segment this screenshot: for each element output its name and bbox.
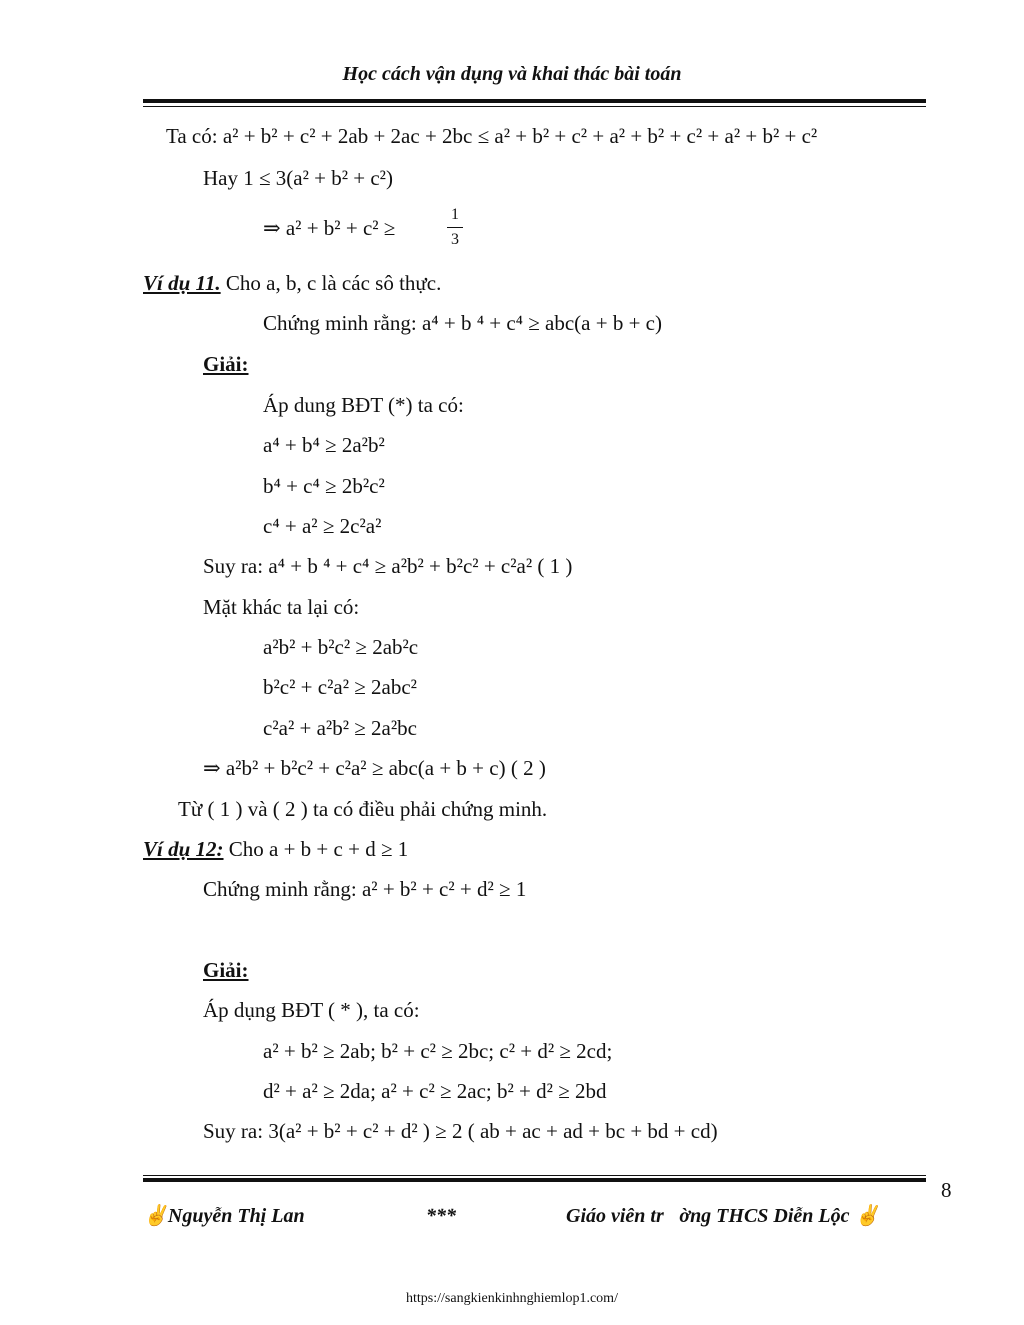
header-rule-thick xyxy=(143,99,926,103)
example-11-line xyxy=(143,273,441,294)
text-line: a² + b² ≥ 2ab; b² + c² ≥ 2bc; c² + d² ≥ 2cd; xyxy=(263,1039,613,1063)
text-line: Áp dung BĐT (*) ta có: xyxy=(263,393,464,417)
text-line: Hay 1 ≤ 3(a² + b² + c²) xyxy=(203,166,393,190)
text-line: b²c² + c²a² ≥ 2abc² xyxy=(263,675,417,699)
page-number: 8 xyxy=(941,1178,952,1202)
text-line: b⁴ + c⁴ ≥ 2b²c² xyxy=(263,474,385,498)
example-12-line xyxy=(143,839,408,860)
footer-rule-thin xyxy=(143,1175,926,1176)
source-url: https://sangkienkinhnghiemlop1.com/ xyxy=(406,1291,618,1306)
text-line: Chứng minh rằng: a² + b² + c² + d² ≥ 1 xyxy=(203,877,527,901)
fraction-one-third xyxy=(447,206,463,249)
text-line: c⁴ + a² ≥ 2c²a² xyxy=(263,514,382,538)
text-line: Suy ra: a⁴ + b ⁴ + c⁴ ≥ a²b² + b²c² + c²a² ( 1 ) xyxy=(203,554,573,578)
example-11-label: Ví dụ 11. xyxy=(143,271,221,295)
fraction-bar xyxy=(447,227,463,228)
text-line: a⁴ + b⁴ ≥ 2a²b² xyxy=(263,433,385,457)
solution-label: Giải: xyxy=(203,352,249,376)
text-line: Từ ( 1 ) và ( 2 ) ta có điều phải chứng minh. xyxy=(178,797,548,821)
text-line: c²a² + a²b² ≥ 2a²bc xyxy=(263,716,417,740)
text-line: d² + a² ≥ 2da; a² + c² ≥ 2ac; b² + d² ≥ 2bd xyxy=(263,1079,607,1103)
text-line: Mặt khác ta lại có: xyxy=(203,595,360,619)
text-line: Chứng minh rằng: a⁴ + b ⁴ + c⁴ ≥ abc(a + b + c) xyxy=(263,311,662,335)
text-line: a²b² + b²c² ≥ 2ab²c xyxy=(263,635,419,659)
fraction-denominator: 3 xyxy=(451,231,459,248)
text-line: ⇒ a²b² + b²c² + c²a² ≥ abc(a + b + c) ( 2 ) xyxy=(203,756,546,780)
solution-label: Giải: xyxy=(203,958,249,982)
footer-author: ✌Nguyễn Thị Lan xyxy=(143,1205,305,1227)
text-line: Cho a + b + c + d ≥ 1 xyxy=(228,837,409,861)
text-line: Áp dụng BĐT ( * ), ta có: xyxy=(203,998,420,1022)
header-rule-thin xyxy=(143,106,926,107)
footer-school: Giáo viên tr⃞ờng THCS Diễn Lộc ✌ xyxy=(566,1205,880,1227)
footer-rule-thick xyxy=(143,1178,926,1182)
text-line: ⇒ a² + b² + c² ≥ xyxy=(263,216,396,240)
footer-stars: *** xyxy=(426,1205,456,1227)
page-header-title: Học cách vận dụng và khai thác bài toán xyxy=(342,63,682,85)
text-line: Suy ra: 3(a² + b² + c² + d² ) ≥ 2 ( ab + ac + ad + bc + bd + cd) xyxy=(203,1119,718,1143)
fraction-numerator: 1 xyxy=(451,206,459,223)
text-line: Cho a, b, c là các sô thực. xyxy=(225,271,442,295)
text-line: Ta có: a² + b² + c² + 2ab + 2ac + 2bc ≤ a² + b² + c² + a² + b² + c² + a² + b² + c² xyxy=(166,124,818,148)
example-12-label: Ví dụ 12: xyxy=(143,837,224,861)
